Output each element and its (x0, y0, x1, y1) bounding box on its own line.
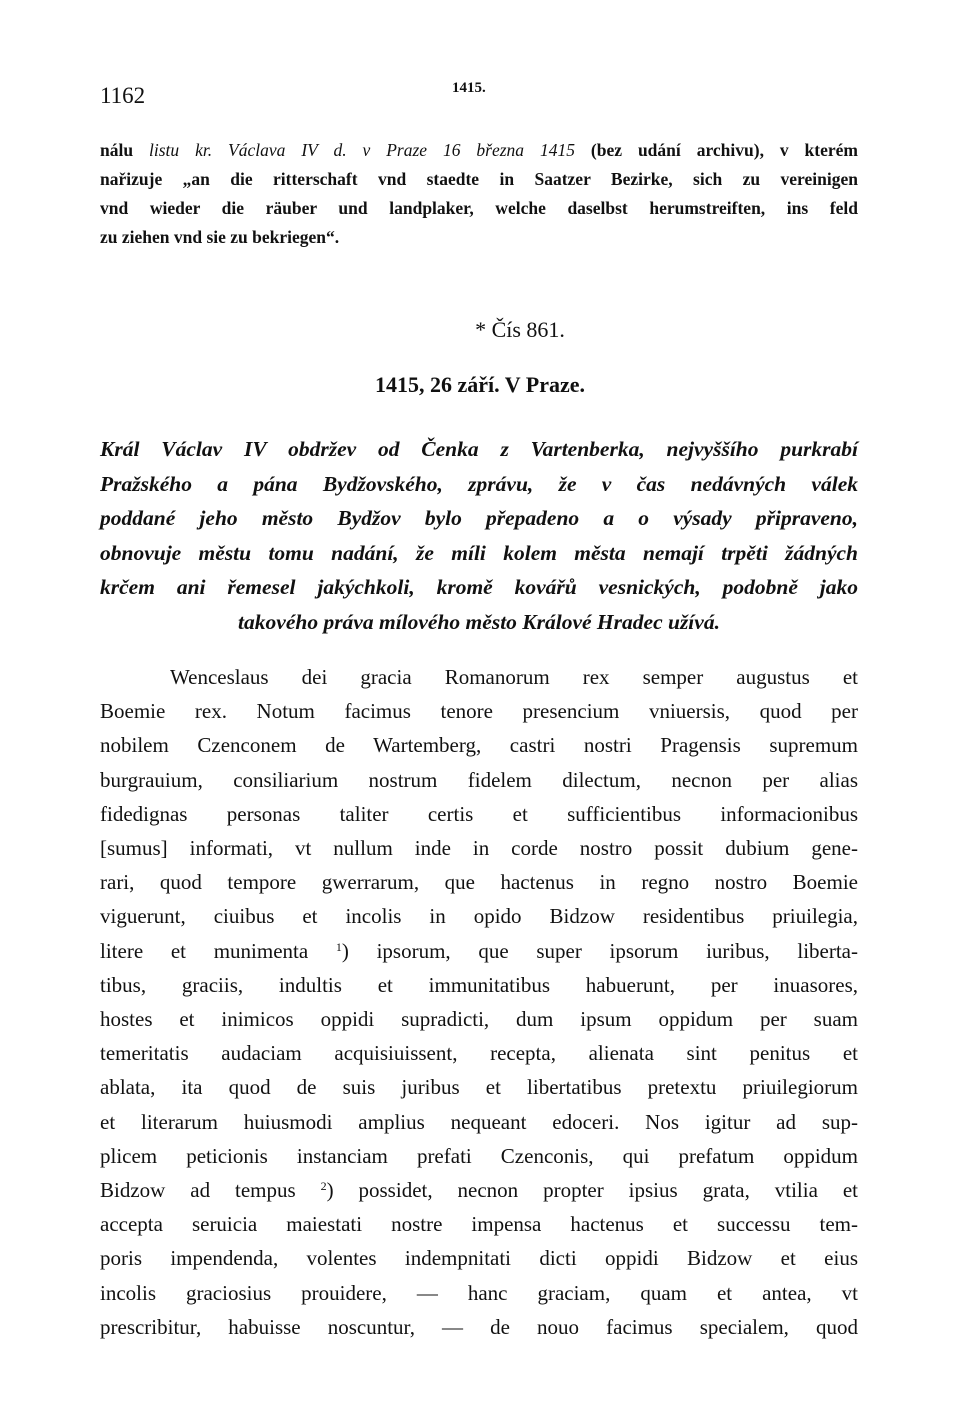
latin-line: burgrauium, consiliarium nostrum fidelem dilectum, necnon per alias (100, 767, 858, 792)
latin-line: accepta seruicia maiestati nostre impensa hactenus et successu tem- (100, 1212, 858, 1237)
regest-line: obnovuje městu tomu nadání, že míli kolem města nemají trpěti žádných (100, 540, 858, 565)
document-number: * Čís 861. (475, 317, 565, 342)
latin-line: [sumus] informati, vt nullum inde in corde nostro possit dubium gene- (100, 836, 858, 861)
latin-line: Boemie rex. Notum facimus tenore presencium vniuersis, quod per (100, 699, 858, 724)
intro-citation: listu kr. Václava IV d. v Praze 16 března 1415 (149, 140, 575, 160)
running-head: 1415. (452, 80, 486, 96)
latin-line: litere et munimenta $^1$) ipsorum, que super ipsorum iuribus, liberta- (100, 938, 858, 963)
latin-line: fidedignas personas taliter certis et sufficientibus informacionibus (100, 801, 858, 826)
latin-charter-text (100, 660, 858, 1344)
latin-line: prescribitur, habuisse noscuntur, — de nouo facimus specialem, quod (100, 1314, 858, 1339)
footnote-marker: 2 (320, 1179, 327, 1194)
intro-line: nálu listu kr. Václava IV d. v Praze 16 března 1415 (bez udání archivu), v kterém (100, 140, 858, 160)
regest-summary (100, 432, 858, 639)
latin-line: et literarum huiusmodi amplius nequeant edoceri. Nos igitur ad sup- (100, 1109, 858, 1134)
latin-line: viguerunt, ciuibus et incolis in opido Bidzow residentibus priuilegia, (100, 904, 858, 929)
latin-line: plicem peticionis instanciam prefati Czenconis, qui prefatum oppidum (100, 1143, 858, 1168)
latin-line: ablata, ita quod de suis juribus et libertatibus pretextu priuilegiorum (100, 1075, 858, 1100)
latin-line: poris impendenda, volentes indempnitati dicti oppidi Bidzow et eius (100, 1246, 858, 1271)
regest-line: takového práva mílového město Králové Hradec užívá. (238, 609, 720, 634)
regest-line: krčem ani řemesel jakýchkoli, kromě kovářů vesnických, podobně jako (100, 575, 858, 599)
intro-line: nařizuje „an die ritterschaft vnd staedte in Saatzer Bezirke, sich zu vereinigen (100, 169, 858, 189)
regest-line: Pražského a pána Bydžovského, zprávu, že v čas nedávných válek (100, 471, 858, 496)
intro-line: zu ziehen vnd sie zu bekriegen“. (100, 227, 340, 247)
document-date-place: 1415, 26 září. V Praze. (375, 372, 585, 397)
latin-line: nobilem Czenconem de Wartemberg, castri nostri Pragensis supremum (100, 733, 858, 758)
intro-line: vnd wieder die räuber und landplaker, welche daselbst herumstreiften, ins feld (100, 198, 858, 218)
latin-line: Wenceslaus dei gracia Romanorum rex semper augustus et (170, 665, 858, 689)
regest-line: poddané jeho město Bydžov bylo přepadeno a o výsady připraveno, (100, 506, 858, 530)
latin-line: hostes et inimicos oppidi supradicti, dum ipsum oppidum per suam (100, 1007, 858, 1032)
latin-line: tibus, graciis, indultis et immunitatibus habuerunt, per inuasores, (100, 972, 858, 997)
latin-line: incolis graciosius prouidere, — hanc graciam, quam et antea, vt (100, 1280, 858, 1305)
latin-line: rari, quod tempore gwerrarum, que hactenus in regno nostro Boemie (100, 870, 858, 895)
latin-line: temeritatis audaciam acquisiuissent, recepta, alienata sint penitus et (100, 1041, 858, 1066)
page-number: 1162 (100, 83, 146, 108)
regest-line: Král Václav IV obdržev od Čenka z Vartenberka, nejvyššího purkrabí (100, 437, 858, 461)
latin-line: Bidzow ad tempus $^2$) possidet, necnon propter ipsius grata, vtilia et (100, 1178, 858, 1203)
intro-paragraph (100, 136, 858, 252)
footnote-marker: 1 (335, 939, 342, 954)
